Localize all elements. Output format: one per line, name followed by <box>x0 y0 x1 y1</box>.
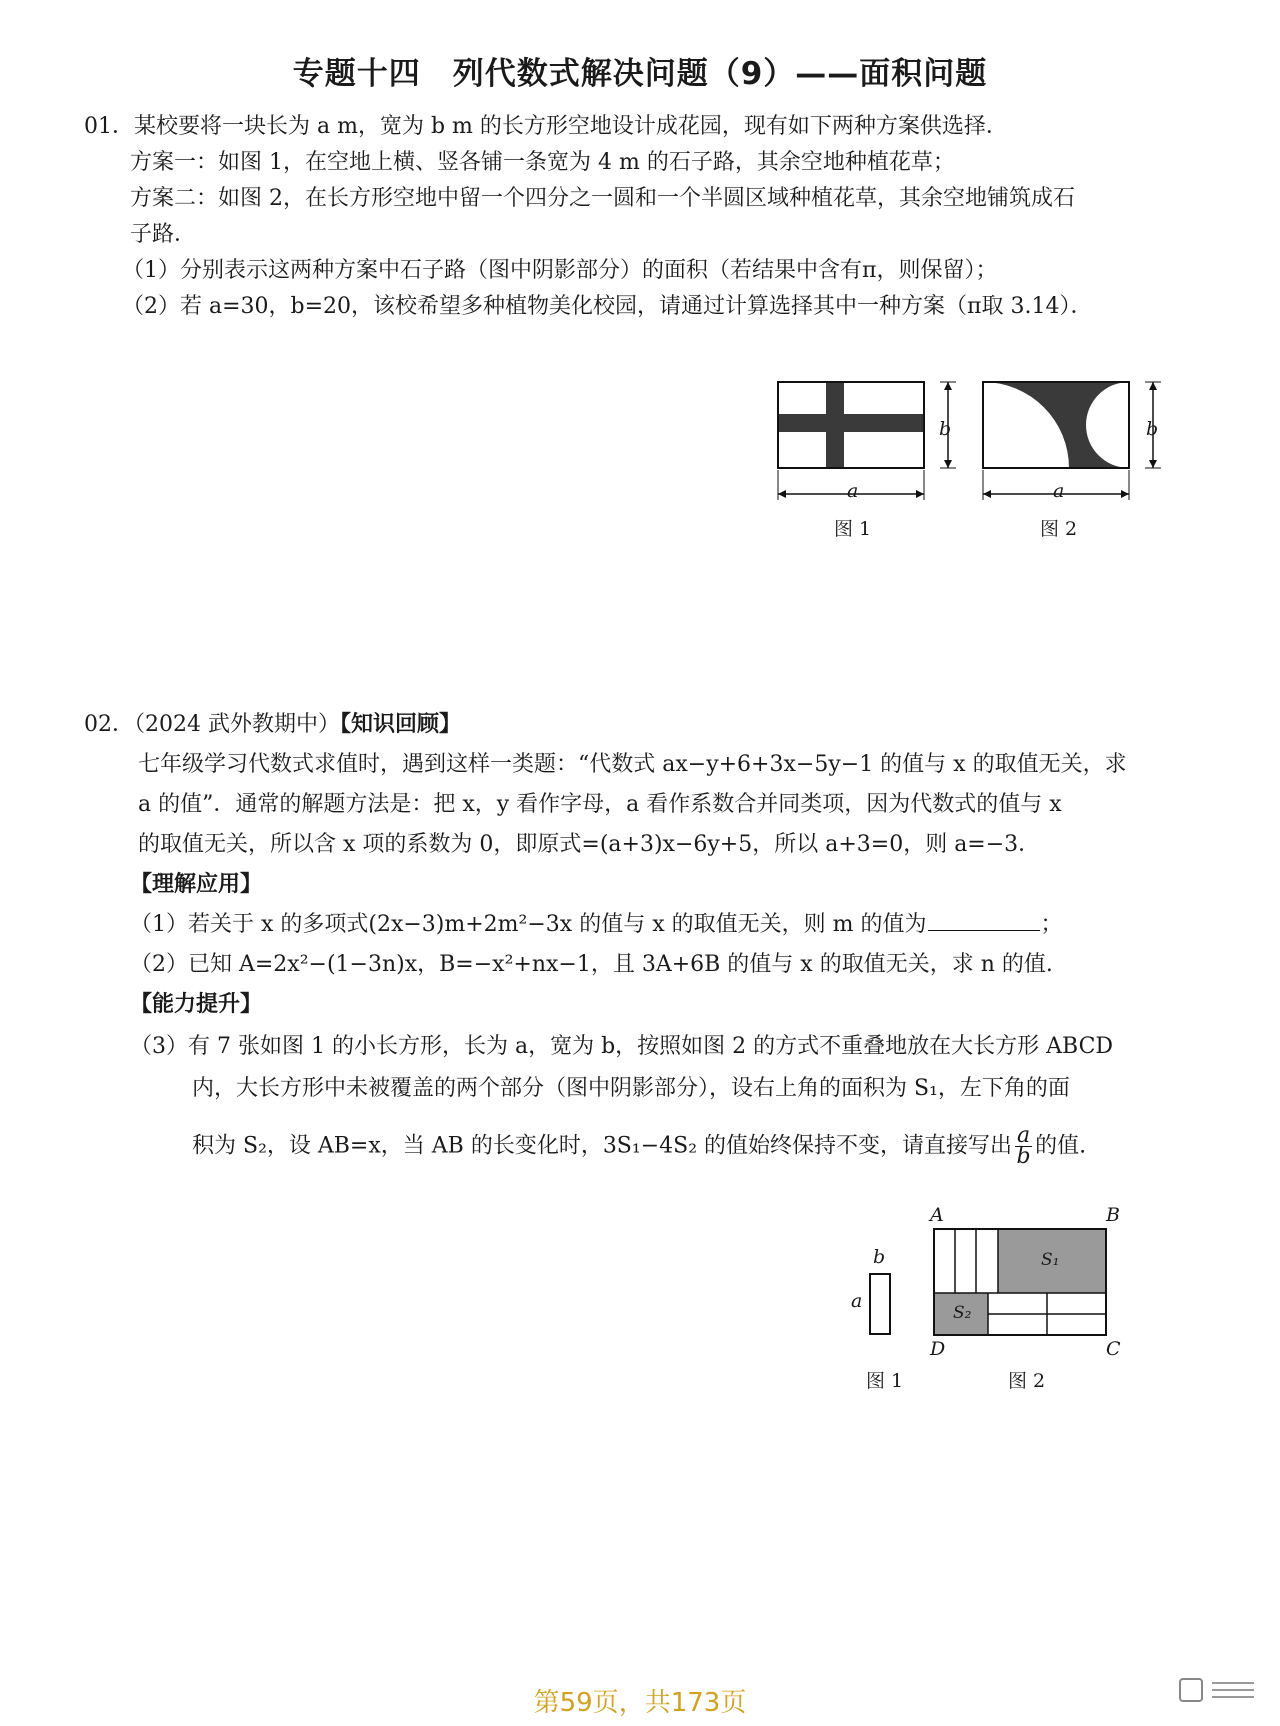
q2-section-review: 【知识回顾】 <box>339 712 461 737</box>
q2-figure-1 <box>860 1270 900 1340</box>
q2-line-2: a 的值”．通常的解题方法是：把 x，y 看作字母，a 看作系数合并同类项，因为代数式的值与 x <box>138 792 1062 817</box>
q2-part-1 <box>130 910 1062 940</box>
q2-section-improve: 【能力提升】 <box>130 992 263 1017</box>
answer-blank <box>928 910 1040 931</box>
q2-fig1-a-label: a <box>851 1290 863 1312</box>
page-number-footer: 第59页，共173页 <box>533 1688 747 1718</box>
q1-fig1-a-label: a <box>847 480 859 502</box>
q2-part-3-text: 积为 S₂，设 AB=x，当 AB 的长变化时，3S₁−4S₂ 的值始终保持不变，请直接写出 <box>192 1133 1013 1159</box>
q1-part-1: （1）分别表示这两种方案中石子路（图中阴影部分）的面积（若结果中含有π，则保留）； <box>122 258 998 283</box>
q1-line-2: 方案一：如图 1，在空地上横、竖各铺一条宽为 4 m 的石子路，其余空地种植花草； <box>130 150 955 175</box>
q2-fig2-label-S1: S₁ <box>1041 1250 1060 1270</box>
page-title: 专题十四 列代数式解决问题（9）——面积问题 <box>292 56 988 92</box>
q1-part-2: （2）若 a=30，b=20，该校希望多种植物美化校园，请通过计算选择其中一种方案（π取 3.14）． <box>122 294 1093 319</box>
q1-fig2-caption: 图 2 <box>1040 518 1078 540</box>
q1-figure-1 <box>770 370 970 510</box>
q2-fig2-label-D: D <box>930 1338 946 1360</box>
fraction-denominator: b <box>1016 1144 1031 1169</box>
q2-line-1: 七年级学习代数式求值时，遇到这样一类题：“代数式 ax−y+6+3x−5y−1 的值与 x 的取值无关，求 <box>138 752 1127 777</box>
q2-number: 02．（2024 武外教期中） <box>84 712 340 737</box>
q2-part-2: （2）已知 A=2x²−(1−3n)x，B=−x²+nx−1，且 3A+6B 的值与 x 的取值无关，求 n 的值. <box>130 952 1053 977</box>
q2-part-3-end: 的值. <box>1035 1133 1087 1159</box>
q1-fig2-a-label: a <box>1053 480 1065 502</box>
q2-fig2-label-B: B <box>1106 1204 1120 1226</box>
q2-figure-2 <box>930 1225 1120 1345</box>
q1-fig2-b-label: b <box>1146 418 1159 440</box>
q1-fig1-b-label: b <box>939 418 952 440</box>
q2-fig1-caption: 图 1 <box>866 1370 904 1392</box>
q2-part-3-line-2: 内，大长方形中未被覆盖的两个部分（图中阴影部分），设右上角的面积为 S₁，左下角的面 <box>192 1076 1070 1101</box>
q1-line-3: 方案二：如图 2，在长方形空地中留一个四分之一圆和一个半圆区域种植花草，其余空地铺筑成石 <box>130 186 1075 211</box>
q2-part-1-text: （1）若关于 x 的多项式(2x−3)m+2m²−3x 的值与 x 的取值无关，则 m 的值为 <box>130 912 927 937</box>
q1-line-4: 子路． <box>130 222 197 247</box>
fraction-numerator: a <box>1017 1123 1031 1148</box>
q2-fig2-label-A: A <box>930 1204 944 1226</box>
fraction-a-over-b <box>1015 1123 1032 1169</box>
q2-fig1-b-label: b <box>873 1246 886 1268</box>
page-corner-icon <box>1178 1675 1258 1705</box>
q2-part-3-line-3 <box>192 1123 1087 1169</box>
q2-fig2-caption: 图 2 <box>1008 1370 1046 1392</box>
q2-part-1-end: ； <box>1040 912 1063 937</box>
q1-fig1-caption: 图 1 <box>834 518 872 540</box>
q1-figure-2 <box>975 370 1175 510</box>
q2-line-3: 的取值无关，所以含 x 项的系数为 0，即原式=(a+3)x−6y+5，所以 a+3=0，则 a=−3． <box>138 832 1041 857</box>
q2-section-apply: 【理解应用】 <box>130 872 263 897</box>
q2-part-3-line-1: （3）有 7 张如图 1 的小长方形，长为 a，宽为 b，按照如图 2 的方式不重叠地放在大长方形 ABCD <box>130 1034 1114 1059</box>
q2-fig2-label-C: C <box>1106 1338 1121 1360</box>
q2-header <box>84 710 461 740</box>
q2-fig2-label-S2: S₂ <box>953 1303 972 1323</box>
q1-line-1: 01．某校要将一块长为 a m，宽为 b m 的长方形空地设计成花园，现有如下两种方案供选择． <box>84 114 1008 139</box>
